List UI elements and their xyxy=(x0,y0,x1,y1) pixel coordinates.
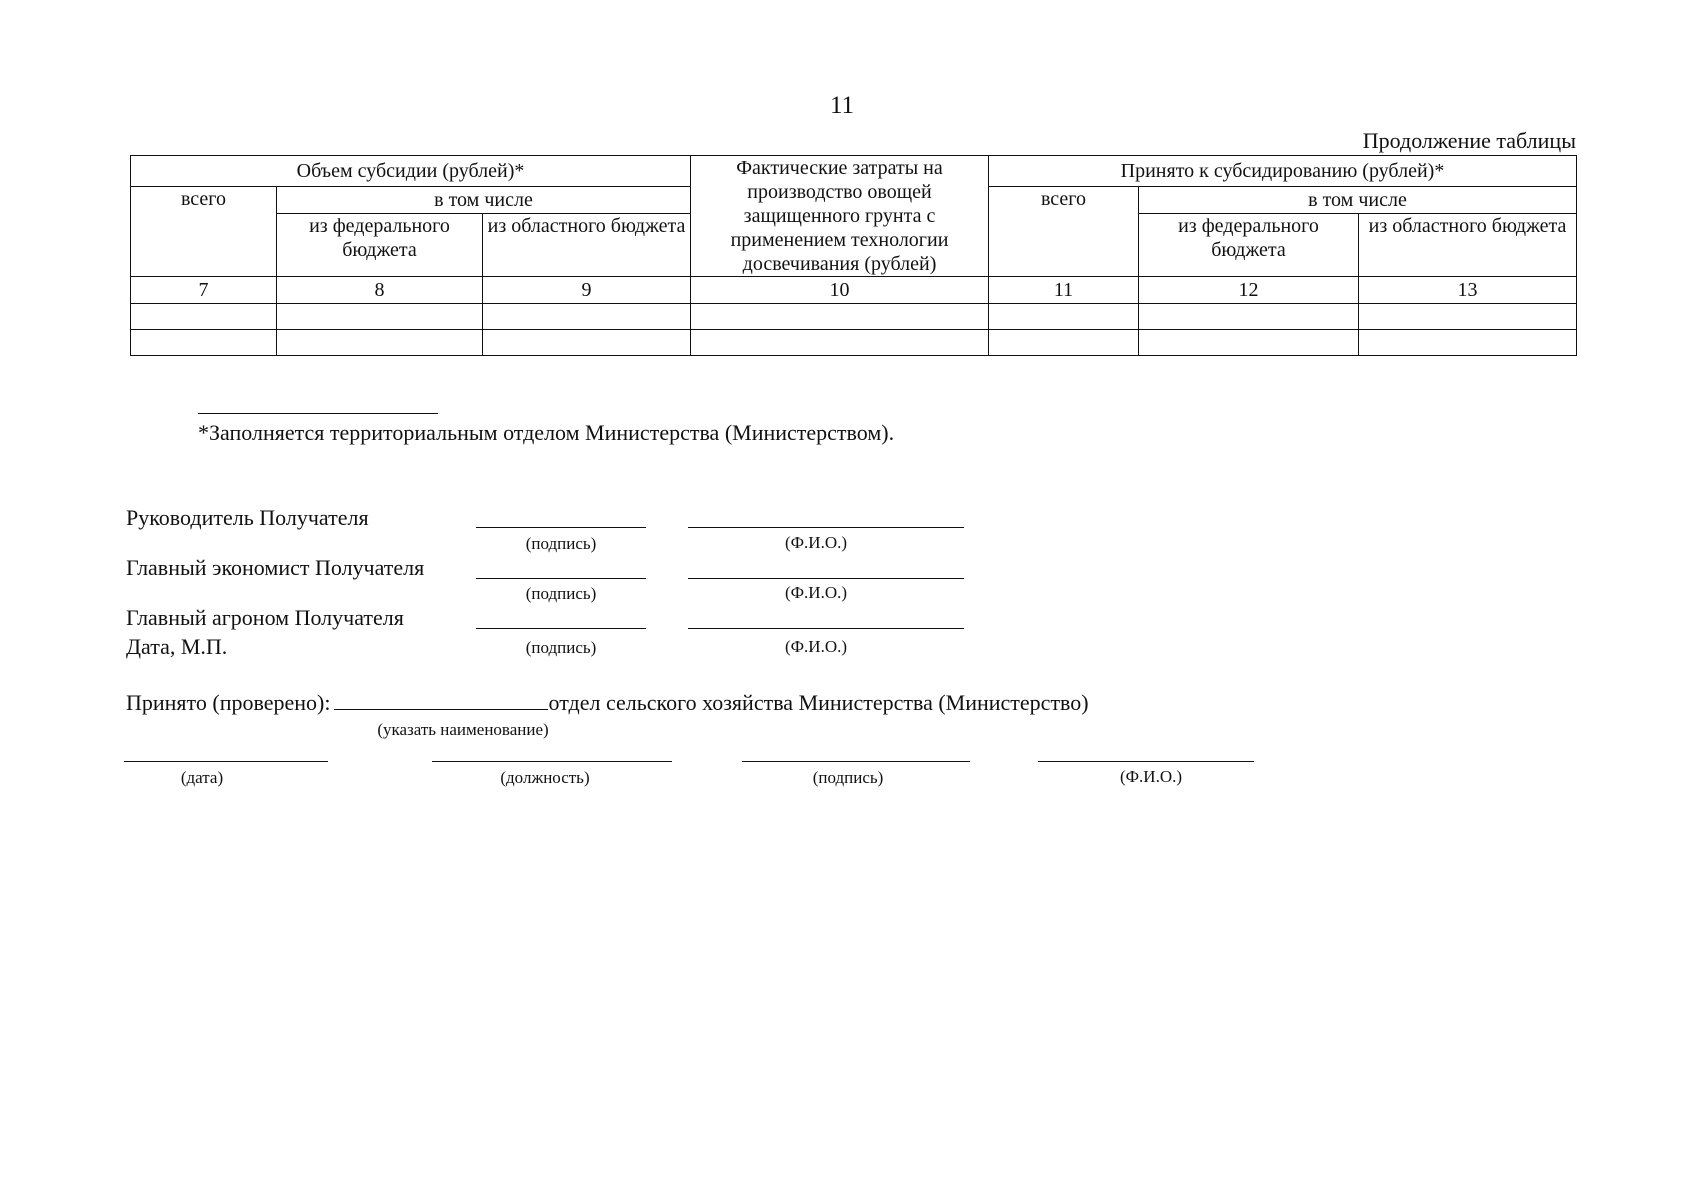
header-federal-budget-subsidy: из федерального бюджета xyxy=(277,214,483,277)
footnote-rule xyxy=(198,413,438,414)
table-row xyxy=(131,304,1577,330)
header-actual-costs: Фактические затраты на производство овощей защищенного грунта с применением технологии досвечивания (рублей) xyxy=(691,156,989,277)
accepted-line xyxy=(126,690,1089,716)
table-row xyxy=(131,330,1577,356)
caption-position: (должность) xyxy=(500,768,590,787)
signature-line-agronomist[interactable] xyxy=(476,628,646,629)
table-cell[interactable] xyxy=(691,330,989,356)
caption-signature: (подпись) xyxy=(525,534,597,553)
table-cell[interactable] xyxy=(483,330,691,356)
caption-name: (Ф.И.О.) xyxy=(784,583,848,602)
header-regional-budget-accepted: из областного бюджета xyxy=(1359,214,1577,277)
label-chief-economist: Главный экономист Получателя xyxy=(126,555,425,580)
table-cell[interactable] xyxy=(131,304,277,330)
column-number: 8 xyxy=(277,277,483,304)
table-cell[interactable] xyxy=(277,304,483,330)
signature-line-head[interactable] xyxy=(476,527,646,528)
table-cell[interactable] xyxy=(989,304,1139,330)
table-cell[interactable] xyxy=(1139,304,1359,330)
department-name-blank[interactable] xyxy=(334,691,548,710)
table-cell[interactable] xyxy=(1139,330,1359,356)
signature-line-accepted[interactable] xyxy=(742,761,970,762)
header-federal-budget-accepted: из федерального бюджета xyxy=(1139,214,1359,277)
name-line-economist[interactable] xyxy=(688,578,964,579)
name-line-accepted[interactable] xyxy=(1038,761,1254,762)
subsidy-table xyxy=(130,155,1577,356)
label-chief-agronomist: Главный агроном Получателя xyxy=(126,605,404,630)
header-including-subsidy: в том числе xyxy=(277,187,691,214)
caption-date: (дата) xyxy=(180,768,224,787)
column-number: 10 xyxy=(691,277,989,304)
column-number: 7 xyxy=(131,277,277,304)
accepted-suffix: отдел сельского хозяйства Министерства (Министерство) xyxy=(548,690,1089,715)
continuation-label: Продолжение таблицы xyxy=(1362,128,1576,153)
footnote: *Заполняется территориальным отделом Министерства (Министерством). xyxy=(198,420,895,445)
position-line[interactable] xyxy=(432,761,672,762)
caption-name: (Ф.И.О.) xyxy=(784,533,848,552)
caption-name-hint: (указать наименование) xyxy=(377,720,549,739)
table-cell[interactable] xyxy=(131,330,277,356)
name-line-head[interactable] xyxy=(688,527,964,528)
date-line[interactable] xyxy=(124,761,328,762)
name-line-agronomist[interactable] xyxy=(688,628,964,629)
column-number: 9 xyxy=(483,277,691,304)
header-subsidy-volume: Объем субсидии (рублей)* xyxy=(131,156,691,187)
caption-signature: (подпись) xyxy=(525,584,597,603)
column-number: 12 xyxy=(1139,277,1359,304)
header-total-subsidy: всего xyxy=(131,187,277,277)
caption-signature-accepted: (подпись) xyxy=(812,768,884,787)
column-number-row xyxy=(131,277,1577,304)
table-cell[interactable] xyxy=(1359,304,1577,330)
table-cell[interactable] xyxy=(1359,330,1577,356)
table-cell[interactable] xyxy=(483,304,691,330)
caption-name-accepted: (Ф.И.О.) xyxy=(1119,767,1183,786)
caption-name: (Ф.И.О.) xyxy=(784,637,848,656)
column-number: 11 xyxy=(989,277,1139,304)
table-cell[interactable] xyxy=(989,330,1139,356)
accepted-prefix: Принято (проверено): xyxy=(126,690,331,715)
header-accepted-for-subsidy: Принято к субсидированию (рублей)* xyxy=(989,156,1577,187)
page-number: 11 xyxy=(829,92,855,119)
label-head: Руководитель Получателя xyxy=(126,505,369,530)
signature-line-economist[interactable] xyxy=(476,578,646,579)
column-number: 13 xyxy=(1359,277,1577,304)
header-total-accepted: всего xyxy=(989,187,1139,277)
header-regional-budget-subsidy: из областного бюджета xyxy=(483,214,691,277)
table-cell[interactable] xyxy=(277,330,483,356)
header-including-accepted: в том числе xyxy=(1139,187,1577,214)
table-cell[interactable] xyxy=(691,304,989,330)
label-date-seal: Дата, М.П. xyxy=(126,634,228,659)
caption-signature: (подпись) xyxy=(525,638,597,657)
